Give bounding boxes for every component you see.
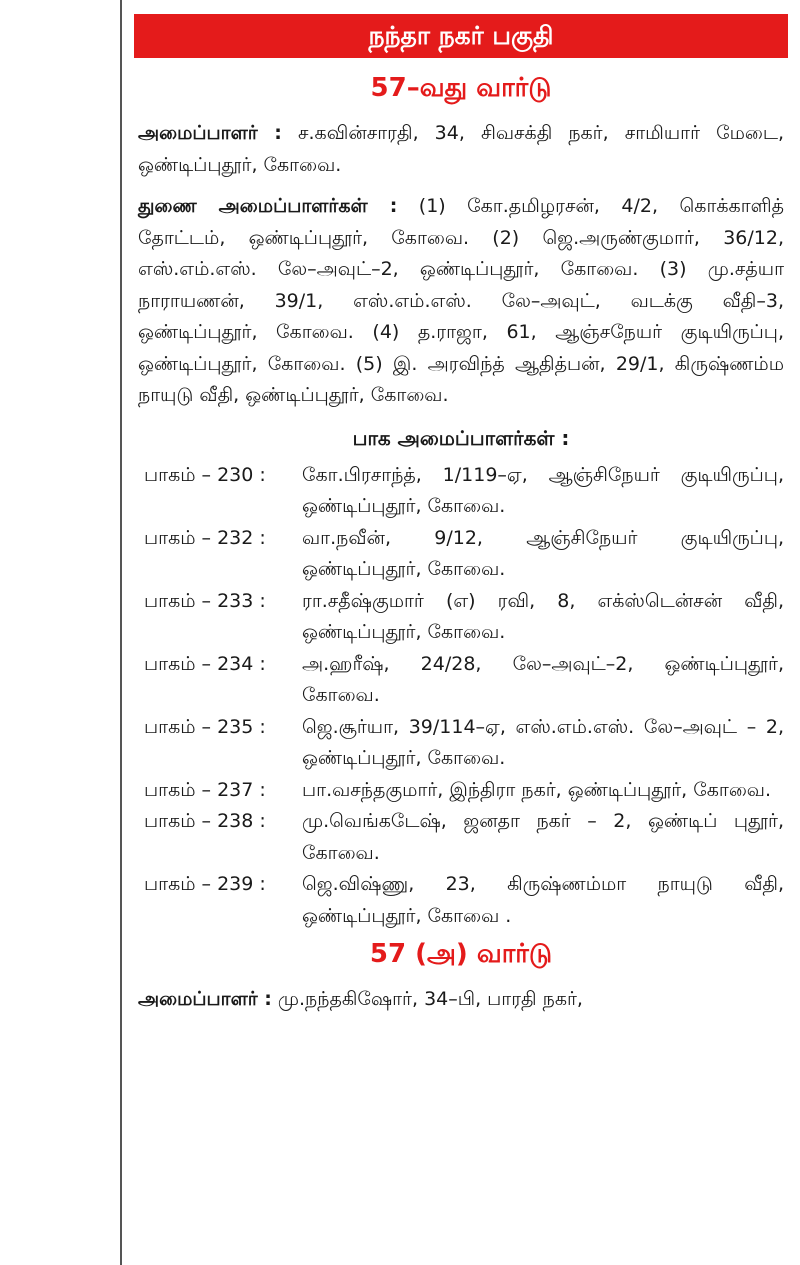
booth-label: பாகம் – 235 : [144, 715, 266, 738]
booth-label: பாகம் – 238 : [144, 810, 266, 832]
page-rule [120, 0, 122, 1265]
booth-entry [144, 649, 784, 712]
booth-entry [144, 806, 784, 869]
booth-entry [144, 586, 784, 649]
booth-entry [144, 869, 784, 932]
organizer-paragraph [138, 118, 784, 181]
booth-text: மு.வெங்கடேஷ், ஜனதா நகர் – 2, ஒண்டிப் புதூர், கோவை. [302, 810, 784, 864]
booth-entry [144, 460, 784, 523]
booth-text: வா.நவீன், 9/12, ஆஞ்சிநேயர் குடியிருப்பு, ஒண்டிப்புதூர், கோவை. [302, 526, 784, 580]
booth-label: பாகம் – 232 : [144, 526, 266, 549]
ward-title: 57–வது வார்டு [370, 73, 552, 103]
booth-label: பாகம் – 239 : [144, 873, 266, 895]
booth-label: பாகம் – 237 : [144, 778, 266, 801]
section-banner: நந்தா நகர் பகுதி [134, 14, 788, 58]
article-column [134, 0, 788, 1026]
booth-text: ரா.சதீஷ்குமார் (எ) ரவி, 8, எக்ஸ்டென்சன் வீதி, ஒண்டிப்புதூர், கோவை. [302, 589, 784, 643]
organizer-label: அமைப்பாளர் : [138, 122, 282, 144]
booth-entry [144, 523, 784, 586]
booth-text: கோ.பிரசாந்த், 1/119–ஏ, ஆஞ்சிநேயர் குடியிருப்பு, ஒண்டிப்புதூர், கோவை. [302, 463, 784, 517]
deputy-label: துணை அமைப்பாளர்கள் : [138, 195, 398, 217]
booth-label: பாகம் – 230 : [144, 463, 266, 486]
booth-label: பாகம் – 233 : [144, 589, 266, 612]
ward2-organizer-paragraph [138, 984, 784, 1016]
ward2-organizer-label: அமைப்பாளர் : [138, 988, 272, 1010]
booth-entry [144, 775, 784, 807]
deputy-paragraph [138, 191, 784, 412]
booth-label: பாகம் – 234 : [144, 652, 266, 675]
ward2-title: 57 (அ) வார்டு [369, 939, 553, 969]
booth-heading: பாக அமைப்பாளர்கள் : [352, 425, 570, 450]
organizer-text: ச.கவின்சாரதி, 34, சிவசக்தி நகர், சாமியார் மேடை, ஒண்டிப்புதூர், கோவை. [138, 122, 784, 176]
booth-text: பா.வசந்தகுமார், இந்திரா நகர், ஒண்டிப்புதூர், கோவை. [302, 778, 772, 801]
ward2-organizer-text: மு.நந்தகிஷோர், 34–பி, பாரதி நகர், [277, 988, 583, 1010]
booth-text: ஜெ.சூர்யா, 39/114–ஏ, எஸ்.எம்.எஸ். லே–அவுட் – 2, ஒண்டிப்புதூர், கோவை. [302, 715, 784, 769]
deputy-text: (1) கோ.தமிழரசன், 4/2, கொக்காளித் தோட்டம், ஒண்டிப்புதூர், கோவை. (2) ஜெ.அருண்குமார், 36/12, எஸ்.எம்.எஸ். லே–அவுட்–2, ஒண்டிப்புதூர், கோவை. (3) மு.சத்யா நாராயணன், 39/1, எஸ்.எம்.எஸ். லே–அவுட், வடக்கு வீதி–3, ஒண்டிப்புதூர், கோவை. (4) த.ராஜா, 61, ஆஞ்சநேயர் குடியிருப்பு, ஒண்டிப்புதூர், கோவை. (5) இ. அரவிந்த் ஆதித்பன், 29/1, கிருஷ்ணம்ம நாயுடு வீதி, ஒண்டிப்புதூர், கோவை. [138, 195, 784, 406]
booth-text: ஜெ.விஷ்ணு, 23, கிருஷ்ணம்மா நாயுடு வீதி, ஒண்டிப்புதூர், கோவை . [302, 873, 784, 927]
booth-text: அ.ஹரீஷ், 24/28, லே–அவுட்–2, ஒண்டிப்புதூர், கோவை. [302, 652, 784, 706]
booth-entry [144, 712, 784, 775]
